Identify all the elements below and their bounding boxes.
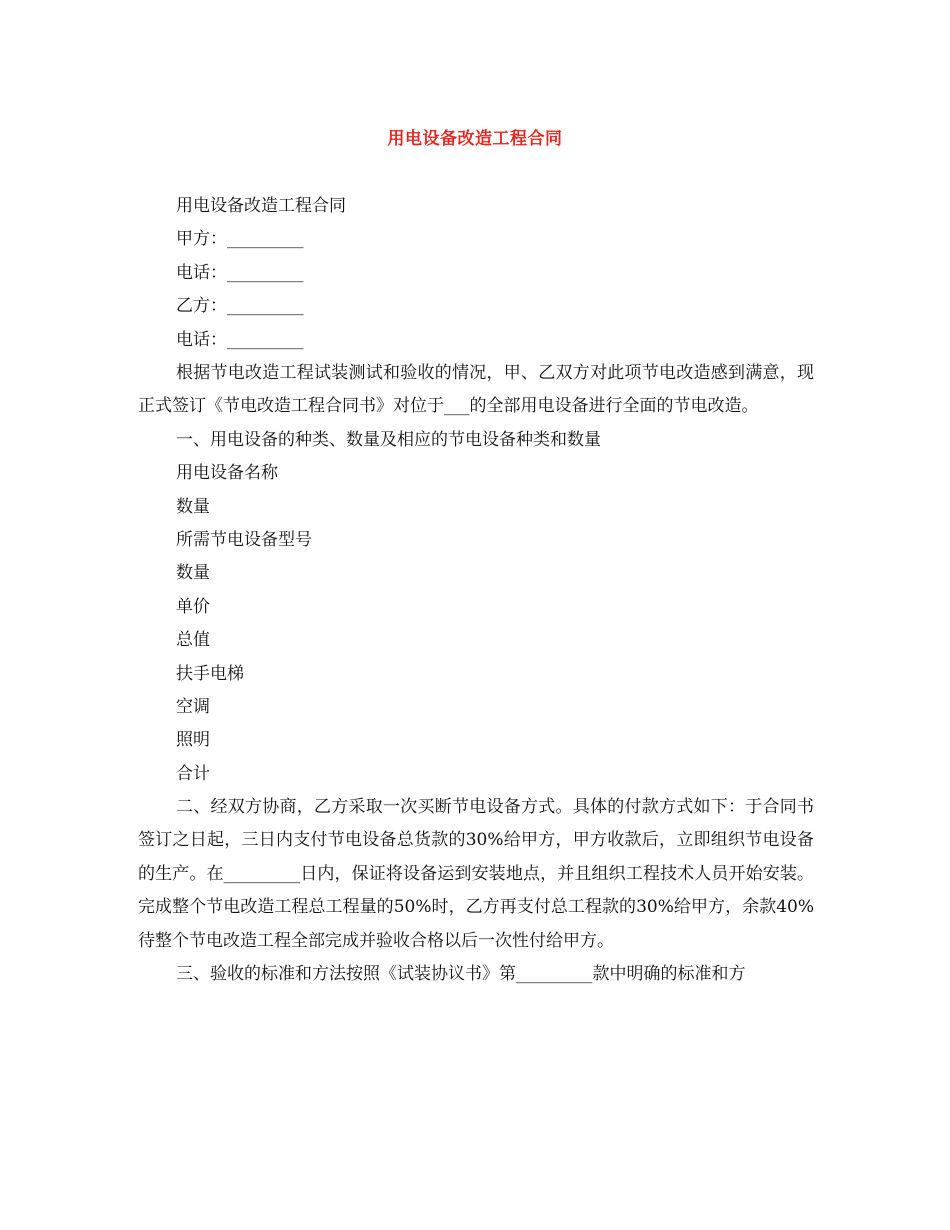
table-item: 合计: [176, 763, 210, 784]
table-item: 照明: [176, 730, 210, 751]
party-a-phone-field: 电话：_________: [176, 262, 304, 283]
section-1-heading: 一、用电设备的种类、数量及相应的节电设备种类和数量: [176, 429, 601, 450]
table-item: 数量: [176, 563, 210, 584]
party-b-field: 乙方：_________: [176, 296, 304, 317]
table-item: 扶手电梯: [176, 663, 244, 684]
document-body: [138, 190, 814, 992]
contract-subtitle: 用电设备改造工程合同: [176, 196, 346, 216]
table-item: 数量: [176, 496, 210, 517]
table-item: 空调: [176, 696, 210, 717]
table-item: 用电设备名称: [176, 463, 278, 484]
intro-paragraph: 根据节电改造工程试装测试和验收的情况，甲、乙双方对此项节电改造感到满意，现正式签订《节电改造工程合同书》对位于___的全部用电设备进行全面的节电改造。: [138, 362, 814, 417]
table-item: 单价: [176, 596, 210, 617]
party-b-phone-field: 电话：_________: [176, 329, 304, 350]
document-title: 用电设备改造工程合同: [387, 129, 563, 149]
party-a-field: 甲方：_________: [176, 229, 304, 250]
section-3-paragraph: 三、验收的标准和方法按照《试装协议书》第_________款中明确的标准和方: [176, 964, 746, 985]
table-item: 所需节电设备型号: [176, 529, 312, 550]
table-item: 总值: [176, 630, 210, 651]
section-2-paragraph: 二、经双方协商，乙方采取一次买断节电设备方式。具体的付款方式如下：于合同书签订之日起，三日内支付节电设备总货款的30%给甲方，甲方收款后，立即组织节电设备的生产。在_________日内，保证将设备运到安装地点，并且组织工程技术人员开始安装。完成整个节电改造工程总工程量的50%时，乙方再支付总工程款的30%给甲方，余款40%待整个节电改造工程全部完成并验收合格以后一次性付给甲方。: [138, 797, 814, 951]
